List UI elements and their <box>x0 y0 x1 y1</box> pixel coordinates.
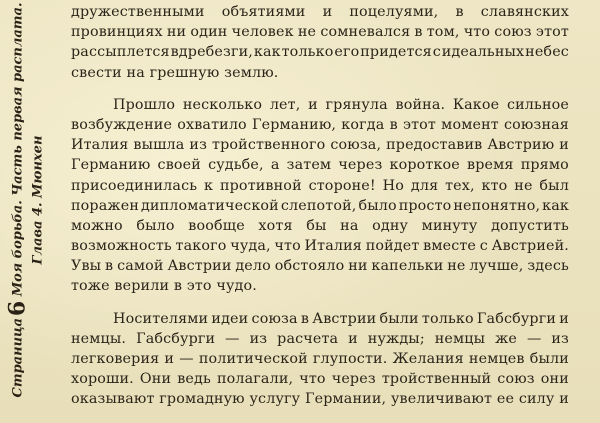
page-number: 6 <box>4 300 31 317</box>
text-line: возможность такого чуда, что Италия пойдет вместе с Австрией. <box>71 238 569 255</box>
text-line: можно было вообще хотя бы на одну минуту допустить <box>71 217 569 234</box>
paragraph <box>71 2 569 83</box>
text-line: тоже верили в это чудо. <box>71 278 257 295</box>
text-line: легковерия и — политической глупости. Желания немцев были <box>71 351 569 367</box>
text-line: хороши. Они ведь полагали, что через тройственный союз они <box>71 371 569 388</box>
text-line: оказывают громадную услугу Германии, увеличивают ее силу и <box>71 391 569 408</box>
paragraph-gap <box>71 297 569 309</box>
text-line: присоединилась к противной стороне! Но для тех, кто не был <box>71 177 569 194</box>
paragraph <box>71 95 569 297</box>
text-line: поражен дипломатической слепотой, было просто непонятно, как <box>71 197 569 214</box>
text-line: провинциях ни один человек не сомневался в том, что союз этот <box>71 24 569 41</box>
text-line: Италия вышла из тройственного союза, предоставив Австрию и <box>71 137 569 154</box>
body-text <box>71 2 569 410</box>
paragraph-gap <box>71 83 569 95</box>
text-line: рассыплется вдребезги, как только его придется с идеальных небес <box>71 44 569 61</box>
side-running-header <box>2 0 54 423</box>
text-line: немцы. Габсбурги — из расчета и нужды; немцы же — из <box>71 330 569 347</box>
text-line: свести на грешную землю. <box>71 64 279 81</box>
page-label: Страница <box>10 318 26 398</box>
book-part-title: Моя борьба. Часть первая расплата. <box>10 2 26 297</box>
side-header-text <box>4 0 49 400</box>
text-line: Увы в самой Австрии дело обстояло ни капельки не лучше, здесь <box>71 258 569 275</box>
text-line: возбуждение охватило Германию, когда в этот момент союзная <box>71 116 569 133</box>
side-header-line-1 <box>4 0 31 400</box>
chapter-title: Глава 4. Мюнхен <box>30 135 46 265</box>
paragraph <box>71 309 569 410</box>
text-line: Прошло несколько лет, и грянула война. Какое сильное <box>113 96 569 113</box>
text-line: Германию своей судьбе, а затем через короткое время прямо <box>71 157 569 174</box>
text-line: дружественными объятиями и поцелуями, в славянских <box>71 4 569 20</box>
text-line: Носителями идеи союза в Австрии были только Габсбурги и <box>113 310 569 327</box>
